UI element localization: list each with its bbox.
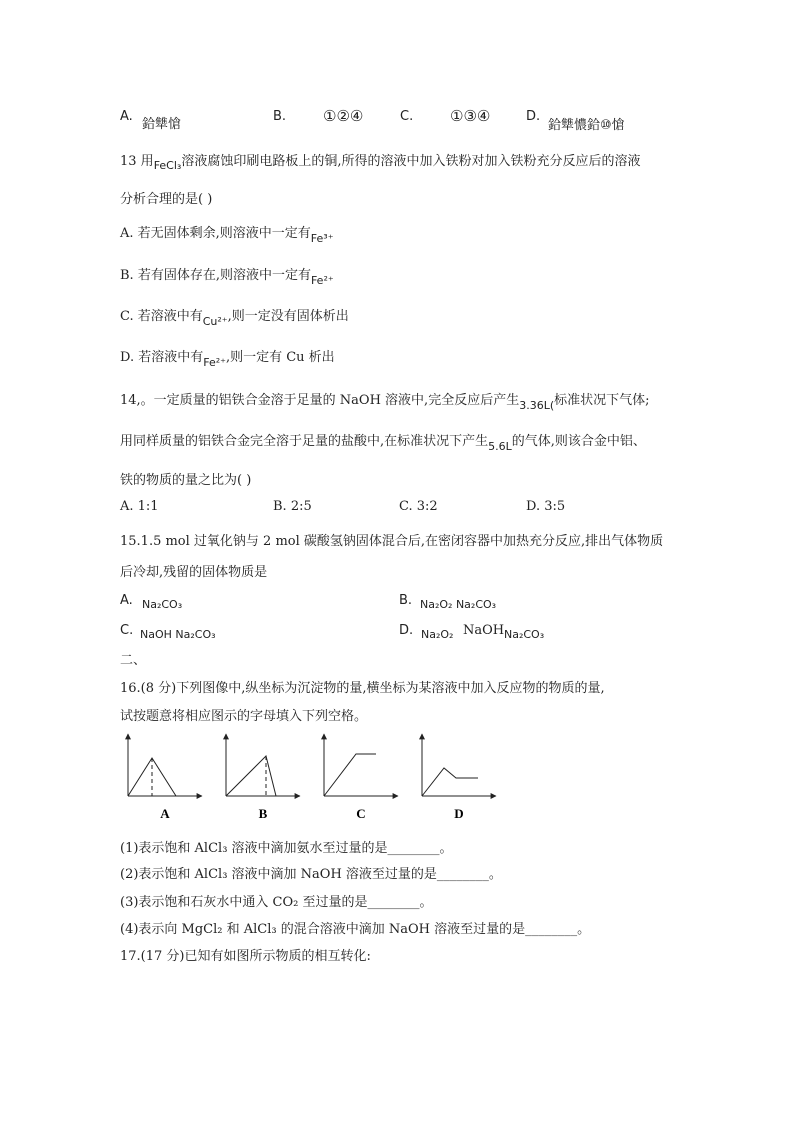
q15-option-b-label: B. bbox=[399, 593, 413, 608]
q13-option-b-text: B. 若有固体存在,则溶液中一定有 bbox=[120, 268, 311, 283]
q16-part-1: (1)表示饱和 AlCl₃ 溶液中滴加氨水至过量的是________。 bbox=[120, 841, 453, 856]
graph-c bbox=[324, 734, 398, 796]
q16-part-2: (2)表示饱和 AlCl₃ 溶液中滴加 NaOH 溶液至过量的是________。 bbox=[120, 867, 502, 882]
q14-text-4: 的气体,则该合金中铝、 bbox=[511, 434, 646, 449]
graph-a-curve bbox=[128, 758, 176, 796]
graph-d-label: D bbox=[454, 806, 464, 821]
graph-c-curve bbox=[324, 754, 376, 796]
q15-option-a-label: A. bbox=[120, 593, 133, 608]
q15-option-d-label: D. bbox=[399, 623, 414, 638]
q13-stem-text: 溶液腐蚀印刷电路板上的铜,所得的溶液中加入铁粉对加入铁粉充分反应后的溶液 bbox=[181, 154, 641, 169]
q13-option-a bbox=[120, 222, 334, 245]
q12-option-a-text: 鉿犨愴 bbox=[142, 117, 182, 132]
q13-option-b bbox=[120, 264, 334, 287]
q15-option-d-text-3: Na₂CO₃ bbox=[504, 628, 545, 641]
q12-option-c-text: ①③④ bbox=[450, 107, 491, 125]
q14-option-c: C. 3:2 bbox=[399, 499, 438, 514]
q15-option-d-text-2: NaOH bbox=[463, 623, 505, 638]
q16-line1: 16.(8 分)下列图像中,纵坐标为沉淀物的量,横坐标为某溶液中加入反应物的物质的量, bbox=[120, 681, 605, 696]
q14-text-3: 用同样质量的铝铁合金完全溶于足量的盐酸中,在标准状况下产生 bbox=[120, 434, 489, 449]
q13-option-a-text: A. 若无固体剩余,则溶液中一定有 bbox=[120, 226, 311, 241]
q15-line1: 15.1.5 mol 过氧化钠与 2 mol 碳酸氢钠固体混合后,在密闭容器中加热充分反应,排出气体物质 bbox=[120, 534, 664, 549]
q14-option-a: A. 1:1 bbox=[120, 499, 159, 514]
q15-option-b-text: Na₂O₂ Na₂CO₃ bbox=[420, 598, 497, 611]
q12-option-c-label: C. bbox=[400, 109, 414, 124]
graph-c-label: C bbox=[356, 806, 366, 821]
q13-formula: FeCl₃ bbox=[153, 159, 182, 172]
q13-option-c-text: C. 若溶液中有 bbox=[120, 309, 203, 324]
q13-option-d-text: D. 若溶液中有 bbox=[120, 350, 204, 365]
q13-option-c-rest: ,则一定没有固体析出 bbox=[227, 309, 349, 324]
q14-line3: 铁的物质的量之比为( ) bbox=[120, 473, 252, 488]
q13-option-b-ion: Fe²⁺ bbox=[310, 274, 334, 287]
q13-option-c-ion: Cu²⁺ bbox=[202, 315, 228, 328]
graph-a bbox=[128, 734, 202, 796]
graph-b-curve bbox=[226, 756, 276, 796]
q16-part-4: (4)表示向 MgCl₂ 和 AlCl₃ 的混合溶液中滴加 NaOH 溶液至过量的是________。 bbox=[120, 922, 591, 937]
q14-text-1: 14,。一定质量的铝铁合金溶于足量的 NaOH 溶液中,完全反应后产生 bbox=[120, 393, 520, 408]
q13-option-d-ion: Fe²⁺ bbox=[203, 356, 226, 369]
q14-volume-2: 5.6L bbox=[488, 440, 512, 453]
q15-option-d-text-1: Na₂O₂ bbox=[421, 628, 454, 641]
q12-option-a-label: A. bbox=[120, 109, 133, 124]
q13-option-a-ion: Fe³⁺ bbox=[310, 232, 334, 245]
graph-d-curve bbox=[422, 768, 478, 796]
q14-option-d: D. 3:5 bbox=[526, 499, 566, 514]
graph-d bbox=[422, 734, 496, 796]
q13-option-d-rest: ,则一定有 Cu 析出 bbox=[225, 350, 335, 365]
graph-a-label: A bbox=[160, 806, 170, 821]
graph-b-label: B bbox=[258, 806, 268, 821]
q13-option-c bbox=[120, 305, 349, 328]
graph-b bbox=[226, 734, 300, 796]
q17-line1: 17.(17 分)已知有如图所示物质的相互转化: bbox=[120, 949, 371, 964]
q14-line1 bbox=[120, 389, 650, 412]
q12-option-d-label: D. bbox=[526, 109, 541, 124]
q13-stem-line2: 分析合理的是( ) bbox=[120, 192, 213, 207]
q13-option-d bbox=[120, 346, 335, 369]
q14-text-2: 标准状况下气体; bbox=[554, 393, 650, 408]
q16-line2: 试按题意将相应图示的字母填入下列空格。 bbox=[120, 709, 368, 724]
q16-graphs bbox=[118, 730, 503, 830]
q14-line2 bbox=[120, 430, 646, 453]
q15-option-c-label: C. bbox=[120, 623, 134, 638]
section-heading-2: 二、 bbox=[120, 653, 147, 668]
q15-option-a-text: Na₂CO₃ bbox=[142, 598, 183, 611]
q15-line2: 后冷却,残留的固体物质是 bbox=[120, 565, 268, 580]
q16-part-3: (3)表示饱和石灰水中通入 CO₂ 至过量的是________。 bbox=[120, 895, 433, 910]
q13-stem-line1 bbox=[120, 150, 641, 172]
q14-option-b: B. 2:5 bbox=[273, 499, 312, 514]
q12-option-b-text: ①②④ bbox=[323, 107, 364, 125]
q15-option-c-text: NaOH Na₂CO₃ bbox=[140, 628, 216, 641]
q13-number: 13 用 bbox=[120, 154, 154, 169]
q12-option-b-label: B. bbox=[273, 109, 287, 124]
q12-option-d-text: 鉿犨憹鉿⑩愴 bbox=[548, 118, 625, 133]
q14-volume-1: 3.36L( bbox=[519, 399, 555, 412]
